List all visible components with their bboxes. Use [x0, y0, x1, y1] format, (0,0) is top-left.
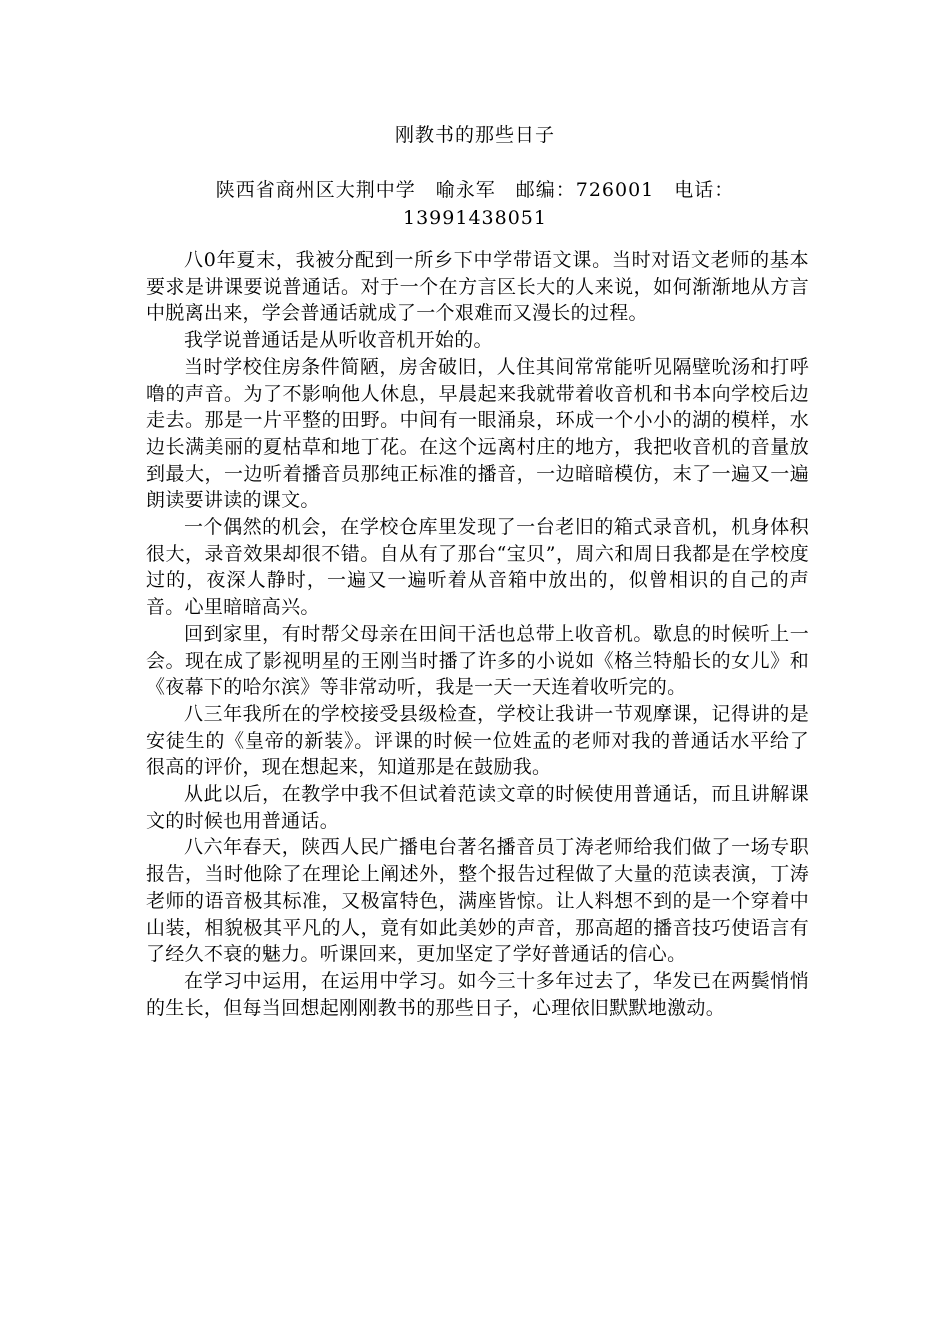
- document-title: 刚教书的那些日子: [394, 124, 555, 146]
- author-phone-number: 13991438051: [403, 207, 547, 229]
- paragraph: 在学习中运用，在运用中学习。如今三十多年过去了，华发已在两鬓悄悄的生长，但每当回想起刚刚教书的那些日子，心理依旧默默地激动。: [146, 969, 809, 1019]
- paragraph: 八0年夏末，我被分配到一所乡下中学带语文课。当时对语文老师的基本要求是讲课要说普通话。对于一个在方言区长大的人来说，如何渐渐地从方言中脱离出来，学会普通话就成了一个艰难而又漫长的过程。: [146, 249, 809, 325]
- paragraph: 我学说普通话是从听收音机开始的。: [184, 329, 493, 352]
- paragraph: 八三年我所在的学校接受县级检查，学校让我讲一节观摩课，记得讲的是安徒生的《皇帝的新装》。评课的时候一位姓孟的老师对我的普通话水平给了很高的评价，现在想起来，知道那是在鼓励我。: [146, 702, 809, 779]
- author-postcode: 邮编：726001: [515, 179, 655, 201]
- article-body: [146, 247, 809, 1021]
- paragraph: 当时学校住房条件简陋，房舍破旧，人住其间常常能听见隔壁吮汤和打呼噜的声音。为了不影响他人休息，早晨起来我就带着收音机和书本向学校后边走去。那是一片平整的田野。中间有一眼涌泉，环成一个小小的湖的模样，水边长满美丽的夏枯草和地丁花。在这个远离村庄的地方，我把收音机的音量放到最大，一边听着播音员那纯正标准的播音，一边暗暗模仿，末了一遍又一遍朗读要讲读的课文。: [146, 355, 809, 512]
- author-school: 陕西省商州区大荆中学: [215, 179, 416, 201]
- paragraph: 回到家里，有时帮父母亲在田间干活也总带上收音机。歇息的时候听上一会。现在成了影视明星的王刚当时播了许多的小说如《格兰特船长的女儿》和《夜幕下的哈尔滨》等非常动听，我是一天一天连着收听完的。: [146, 622, 809, 699]
- author-name: 喻永军: [435, 179, 496, 201]
- author-byline: [140, 176, 810, 232]
- paragraph: 八六年春天，陕西人民广播电台著名播音员丁涛老师给我们做了一场专职报告，当时他除了在理论上阐述外，整个报告过程做了大量的范读表演，丁涛老师的语音极其标准，又极富特色，满座皆惊。让人料想不到的是一个穿着中山装，相貌极其平凡的人，竟有如此美妙的声音，那高超的播音技巧使语言有了经久不衰的魅力。听课回来，更加坚定了学好普通话的信心。: [146, 836, 809, 966]
- paragraph: 从此以后，在教学中我不但试着范读文章的时候使用普通话，而且讲解课文的时候也用普通话。: [146, 783, 809, 832]
- paragraph: 一个偶然的机会，在学校仓库里发现了一台老旧的箱式录音机，机身体积很大，录音效果却很不错。自从有了那台“宝贝”，周六和周日我都是在学校度过的，夜深人静时，一遍又一遍听着从音箱中放出的，似曾相识的自己的声音。心里暗暗高兴。: [146, 516, 809, 619]
- author-phone-label: 电话：: [674, 179, 735, 201]
